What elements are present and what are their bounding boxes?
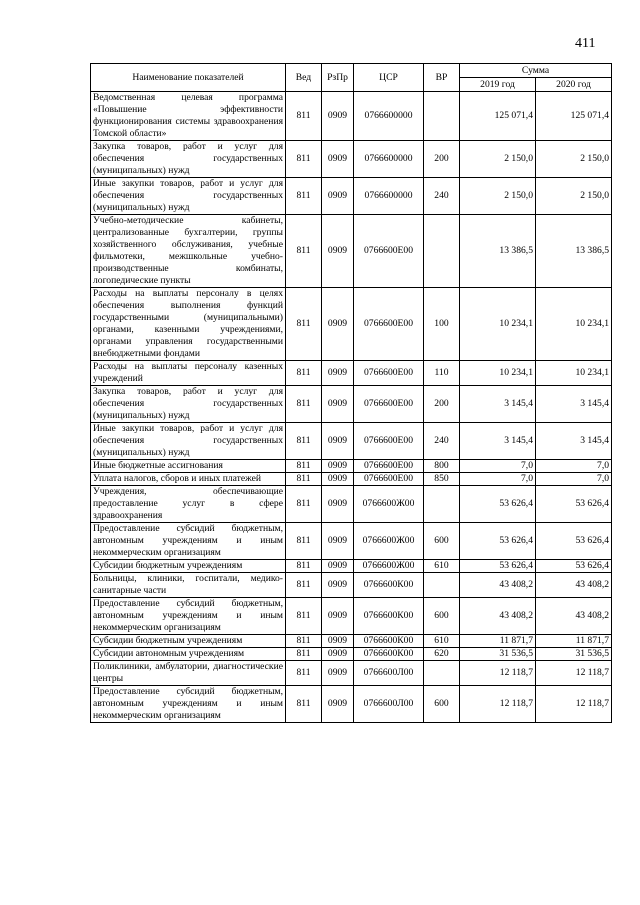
row-vr-cell: 240 bbox=[424, 423, 460, 460]
row-ved-cell: 811 bbox=[286, 648, 322, 661]
row-csr-cell: 0766600Е00 bbox=[354, 460, 424, 473]
row-csr-cell: 0766600Е00 bbox=[354, 361, 424, 386]
row-2019-cell: 7,0 bbox=[460, 473, 536, 486]
row-csr-cell: 0766600000 bbox=[354, 178, 424, 215]
row-2019-cell: 10 234,1 bbox=[460, 361, 536, 386]
table-row bbox=[91, 598, 612, 635]
row-vr-cell: 200 bbox=[424, 386, 460, 423]
row-ved-cell: 811 bbox=[286, 661, 322, 686]
row-rzpr-cell: 0909 bbox=[322, 92, 354, 141]
row-2020-cell: 125 071,4 bbox=[536, 92, 612, 141]
row-csr-cell: 0766600К00 bbox=[354, 598, 424, 635]
row-csr-cell: 0766600Е00 bbox=[354, 215, 424, 288]
row-rzpr-cell: 0909 bbox=[322, 141, 354, 178]
row-vr-cell: 200 bbox=[424, 141, 460, 178]
row-ved-cell: 811 bbox=[286, 473, 322, 486]
table-row bbox=[91, 635, 612, 648]
row-name-cell: Иные закупки товаров, работ и услуг для обеспечения государственных (муниципальных) нужд bbox=[91, 423, 286, 460]
row-name-cell: Учреждения, обеспечивающие предоставление услуг в сфере здравоохранения bbox=[91, 486, 286, 523]
row-rzpr-cell: 0909 bbox=[322, 473, 354, 486]
row-rzpr-cell: 0909 bbox=[322, 573, 354, 598]
header-sum: Сумма bbox=[460, 64, 612, 78]
row-name-cell: Предоставление субсидий бюджетным, автономным учреждениям и иным некоммерческим организациям bbox=[91, 523, 286, 560]
row-name-cell: Больницы, клиники, госпитали, медико-санитарные части bbox=[91, 573, 286, 598]
row-ved-cell: 811 bbox=[286, 423, 322, 460]
table-body bbox=[91, 92, 612, 723]
row-name-cell: Учебно-методические кабинеты, централизованные бухгалтерии, группы хозяйственного обслуживания, учебные фильмотеки, межшкольные учебно-производственные комбинаты, логопедические пункты bbox=[91, 215, 286, 288]
row-ved-cell: 811 bbox=[286, 460, 322, 473]
budget-table bbox=[90, 63, 612, 723]
row-rzpr-cell: 0909 bbox=[322, 215, 354, 288]
row-2020-cell: 12 118,7 bbox=[536, 686, 612, 723]
row-name-cell: Закупка товаров, работ и услуг для обеспечения государственных (муниципальных) нужд bbox=[91, 386, 286, 423]
row-vr-cell: 240 bbox=[424, 178, 460, 215]
row-csr-cell: 0766600Е00 bbox=[354, 288, 424, 361]
row-csr-cell: 0766600Ж00 bbox=[354, 560, 424, 573]
row-csr-cell: 0766600Ж00 bbox=[354, 486, 424, 523]
table-row bbox=[91, 288, 612, 361]
row-2019-cell: 53 626,4 bbox=[460, 486, 536, 523]
row-2019-cell: 43 408,2 bbox=[460, 573, 536, 598]
row-ved-cell: 811 bbox=[286, 598, 322, 635]
row-vr-cell: 100 bbox=[424, 288, 460, 361]
row-2020-cell: 53 626,4 bbox=[536, 523, 612, 560]
row-2019-cell: 53 626,4 bbox=[460, 560, 536, 573]
row-2020-cell: 3 145,4 bbox=[536, 386, 612, 423]
row-name-cell: Иные закупки товаров, работ и услуг для обеспечения государственных (муниципальных) нужд bbox=[91, 178, 286, 215]
row-name-cell: Расходы на выплаты персоналу в целях обеспечения выполнения функций государственными (муниципальными) органами, казенными учреждениями, органами управления государственными внебюджетными фондами bbox=[91, 288, 286, 361]
row-2020-cell: 2 150,0 bbox=[536, 178, 612, 215]
row-ved-cell: 811 bbox=[286, 288, 322, 361]
row-name-cell: Иные бюджетные ассигнования bbox=[91, 460, 286, 473]
row-csr-cell: 0766600Л00 bbox=[354, 661, 424, 686]
row-csr-cell: 0766600К00 bbox=[354, 635, 424, 648]
row-vr-cell: 610 bbox=[424, 635, 460, 648]
row-vr-cell: 800 bbox=[424, 460, 460, 473]
row-name-cell: Субсидии бюджетным учреждениям bbox=[91, 560, 286, 573]
table-row bbox=[91, 523, 612, 560]
row-2019-cell: 3 145,4 bbox=[460, 423, 536, 460]
row-rzpr-cell: 0909 bbox=[322, 635, 354, 648]
row-2019-cell: 3 145,4 bbox=[460, 386, 536, 423]
row-ved-cell: 811 bbox=[286, 635, 322, 648]
row-2019-cell: 12 118,7 bbox=[460, 661, 536, 686]
table-row bbox=[91, 215, 612, 288]
row-rzpr-cell: 0909 bbox=[322, 460, 354, 473]
row-name-cell: Расходы на выплаты персоналу казенных учреждений bbox=[91, 361, 286, 386]
row-ved-cell: 811 bbox=[286, 215, 322, 288]
row-rzpr-cell: 0909 bbox=[322, 486, 354, 523]
row-2019-cell: 10 234,1 bbox=[460, 288, 536, 361]
row-2019-cell: 12 118,7 bbox=[460, 686, 536, 723]
header-ved: Вед bbox=[286, 64, 322, 92]
row-2019-cell: 31 536,5 bbox=[460, 648, 536, 661]
row-2019-cell: 2 150,0 bbox=[460, 178, 536, 215]
row-vr-cell bbox=[424, 92, 460, 141]
row-ved-cell: 811 bbox=[286, 178, 322, 215]
row-name-cell: Субсидии автономным учреждениям bbox=[91, 648, 286, 661]
row-ved-cell: 811 bbox=[286, 523, 322, 560]
row-rzpr-cell: 0909 bbox=[322, 598, 354, 635]
row-2019-cell: 7,0 bbox=[460, 460, 536, 473]
header-vr: ВР bbox=[424, 64, 460, 92]
header-name: Наименование показателей bbox=[91, 64, 286, 92]
row-vr-cell: 850 bbox=[424, 473, 460, 486]
table-row bbox=[91, 460, 612, 473]
row-2020-cell: 10 234,1 bbox=[536, 288, 612, 361]
page-number: 411 bbox=[575, 36, 596, 51]
row-2020-cell: 43 408,2 bbox=[536, 598, 612, 635]
row-name-cell: Уплата налогов, сборов и иных платежей bbox=[91, 473, 286, 486]
table-row bbox=[91, 648, 612, 661]
table-row bbox=[91, 141, 612, 178]
row-vr-cell: 600 bbox=[424, 686, 460, 723]
row-2020-cell: 3 145,4 bbox=[536, 423, 612, 460]
row-name-cell: Закупка товаров, работ и услуг для обеспечения государственных (муниципальных) нужд bbox=[91, 141, 286, 178]
row-name-cell: Предоставление субсидий бюджетным, автономным учреждениям и иным некоммерческим организациям bbox=[91, 598, 286, 635]
table-row bbox=[91, 560, 612, 573]
row-vr-cell: 600 bbox=[424, 523, 460, 560]
row-2020-cell: 7,0 bbox=[536, 473, 612, 486]
row-rzpr-cell: 0909 bbox=[322, 423, 354, 460]
row-2020-cell: 10 234,1 bbox=[536, 361, 612, 386]
table-row bbox=[91, 386, 612, 423]
row-2020-cell: 13 386,5 bbox=[536, 215, 612, 288]
row-rzpr-cell: 0909 bbox=[322, 648, 354, 661]
header-2020: 2020 год bbox=[536, 78, 612, 92]
row-name-cell: Субсидии бюджетным учреждениям bbox=[91, 635, 286, 648]
row-2020-cell: 53 626,4 bbox=[536, 560, 612, 573]
table-row bbox=[91, 92, 612, 141]
row-rzpr-cell: 0909 bbox=[322, 361, 354, 386]
table-row bbox=[91, 473, 612, 486]
row-ved-cell: 811 bbox=[286, 361, 322, 386]
row-rzpr-cell: 0909 bbox=[322, 661, 354, 686]
table-row bbox=[91, 573, 612, 598]
row-2020-cell: 7,0 bbox=[536, 460, 612, 473]
row-rzpr-cell: 0909 bbox=[322, 386, 354, 423]
row-vr-cell: 610 bbox=[424, 560, 460, 573]
row-name-cell: Ведомственная целевая программа «Повышение эффективности функционирования системы здравоохранения Томской области» bbox=[91, 92, 286, 141]
row-csr-cell: 0766600К00 bbox=[354, 573, 424, 598]
row-vr-cell bbox=[424, 486, 460, 523]
row-csr-cell: 0766600Ж00 bbox=[354, 523, 424, 560]
table-header bbox=[91, 64, 612, 92]
table-row bbox=[91, 361, 612, 386]
row-rzpr-cell: 0909 bbox=[322, 686, 354, 723]
row-rzpr-cell: 0909 bbox=[322, 288, 354, 361]
row-vr-cell: 600 bbox=[424, 598, 460, 635]
row-ved-cell: 811 bbox=[286, 386, 322, 423]
row-2019-cell: 53 626,4 bbox=[460, 523, 536, 560]
row-ved-cell: 811 bbox=[286, 560, 322, 573]
row-name-cell: Предоставление субсидий бюджетным, автономным учреждениям и иным некоммерческим организациям bbox=[91, 686, 286, 723]
row-csr-cell: 0766600000 bbox=[354, 141, 424, 178]
row-rzpr-cell: 0909 bbox=[322, 178, 354, 215]
row-vr-cell bbox=[424, 661, 460, 686]
row-csr-cell: 0766600000 bbox=[354, 92, 424, 141]
row-2019-cell: 13 386,5 bbox=[460, 215, 536, 288]
row-2019-cell: 125 071,4 bbox=[460, 92, 536, 141]
row-vr-cell bbox=[424, 215, 460, 288]
row-ved-cell: 811 bbox=[286, 486, 322, 523]
row-csr-cell: 0766600К00 bbox=[354, 648, 424, 661]
header-csr: ЦСР bbox=[354, 64, 424, 92]
row-csr-cell: 0766600Е00 bbox=[354, 386, 424, 423]
row-vr-cell: 620 bbox=[424, 648, 460, 661]
row-csr-cell: 0766600Е00 bbox=[354, 473, 424, 486]
row-2019-cell: 43 408,2 bbox=[460, 598, 536, 635]
row-2019-cell: 11 871,7 bbox=[460, 635, 536, 648]
row-rzpr-cell: 0909 bbox=[322, 560, 354, 573]
row-2020-cell: 31 536,5 bbox=[536, 648, 612, 661]
row-vr-cell: 110 bbox=[424, 361, 460, 386]
row-2019-cell: 2 150,0 bbox=[460, 141, 536, 178]
row-2020-cell: 11 871,7 bbox=[536, 635, 612, 648]
row-ved-cell: 811 bbox=[286, 573, 322, 598]
row-ved-cell: 811 bbox=[286, 686, 322, 723]
row-vr-cell bbox=[424, 573, 460, 598]
row-2020-cell: 53 626,4 bbox=[536, 486, 612, 523]
row-csr-cell: 0766600Л00 bbox=[354, 686, 424, 723]
row-name-cell: Поликлиники, амбулатории, диагностические центры bbox=[91, 661, 286, 686]
table-row bbox=[91, 178, 612, 215]
table-row bbox=[91, 486, 612, 523]
table-row bbox=[91, 423, 612, 460]
header-2019: 2019 год bbox=[460, 78, 536, 92]
row-2020-cell: 12 118,7 bbox=[536, 661, 612, 686]
row-rzpr-cell: 0909 bbox=[322, 523, 354, 560]
table-row bbox=[91, 661, 612, 686]
row-2020-cell: 43 408,2 bbox=[536, 573, 612, 598]
row-ved-cell: 811 bbox=[286, 92, 322, 141]
row-ved-cell: 811 bbox=[286, 141, 322, 178]
row-2020-cell: 2 150,0 bbox=[536, 141, 612, 178]
header-rzpr: РзПр bbox=[322, 64, 354, 92]
row-csr-cell: 0766600Е00 bbox=[354, 423, 424, 460]
table-row bbox=[91, 686, 612, 723]
